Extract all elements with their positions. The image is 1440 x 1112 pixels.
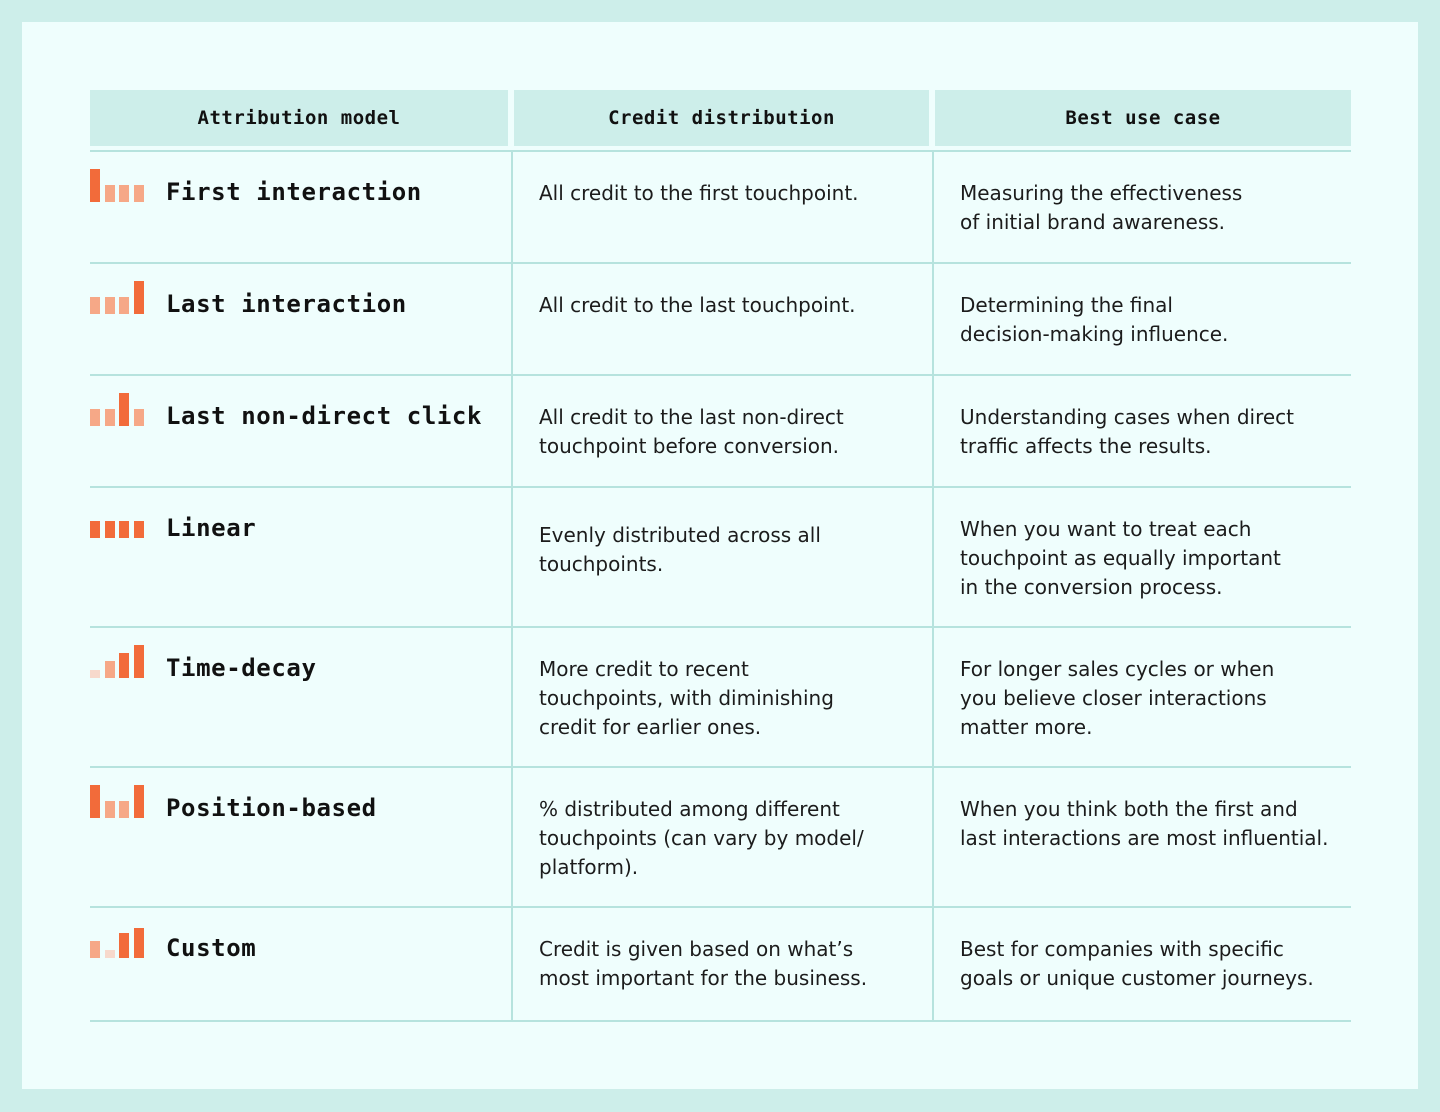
table-row [90,768,1351,908]
table-row [90,376,1351,488]
bar-chart-icon [90,784,146,818]
credit-bar [105,521,115,538]
table-row [90,908,1351,1022]
model-name: Position-based [166,794,377,822]
credit-bar [134,928,144,958]
model-cell [90,908,511,1020]
best-use-case-cell: When you want to treat each touchpoint as equally important in the conversion process. [932,488,1351,626]
credit-bar [90,785,100,818]
credit-bar [105,661,115,678]
model-name: Time-decay [166,654,317,682]
attribution-table-card [22,22,1418,1089]
best-use-case-cell: Measuring the effectiveness of initial brand awareness. [932,152,1351,262]
model-name: First interaction [166,178,422,206]
model-name: Last interaction [166,290,407,318]
credit-bar [105,409,115,426]
best-use-case-cell: Determining the final decision-making influence. [932,264,1351,374]
credit-distribution-cell: All credit to the last touchpoint. [511,264,932,374]
attribution-table [90,90,1351,1022]
credit-bar [119,653,129,678]
credit-bar [90,169,100,202]
credit-bar [119,393,129,426]
model-cell [90,264,511,374]
credit-bar [134,409,144,426]
credit-bar [134,785,144,818]
header-credit-distribution: Credit distribution [514,90,929,146]
header-attribution-model: Attribution model [90,90,508,146]
bar-chart-icon [90,280,146,314]
model-cell [90,152,511,262]
credit-bar [105,801,115,818]
credit-bar [90,670,100,678]
header-best-use-case: Best use case [935,90,1351,146]
credit-distribution-cell: All credit to the last non-direct touchpoint before conversion. [511,376,932,486]
credit-bar [119,521,129,538]
credit-bar [105,297,115,314]
credit-bar [119,933,129,958]
credit-bar [134,281,144,314]
credit-bar [90,409,100,426]
best-use-case-cell: Best for companies with specific goals or unique customer journeys. [932,908,1351,1020]
credit-bar [119,297,129,314]
credit-distribution-cell: More credit to recent touchpoints, with diminishing credit for earlier ones. [511,628,932,766]
bar-chart-icon [90,924,146,958]
table-row [90,628,1351,768]
bar-chart-icon [90,392,146,426]
model-name: Linear [166,514,257,542]
credit-bar [119,185,129,202]
best-use-case-cell: When you think both the first and last interactions are most influential. [932,768,1351,906]
model-name: Last non-direct click [166,402,483,430]
credit-distribution-cell: Evenly distributed across all touchpoints. [511,488,932,626]
credit-bar [134,521,144,538]
credit-distribution-cell: All credit to the first touchpoint. [511,152,932,262]
table-header [90,90,1351,146]
model-cell [90,628,511,766]
credit-bar [134,185,144,202]
credit-distribution-cell: Credit is given based on what’s most important for the business. [511,908,932,1020]
credit-bar [119,801,129,818]
bar-chart-icon [90,168,146,202]
model-name: Custom [166,934,257,962]
table-row [90,264,1351,376]
credit-bar [90,941,100,958]
credit-bar [90,297,100,314]
table-row [90,152,1351,264]
best-use-case-cell: For longer sales cycles or when you believe closer interactions matter more. [932,628,1351,766]
table-row [90,488,1351,628]
bar-chart-icon [90,644,146,678]
credit-bar [90,521,100,538]
best-use-case-cell: Understanding cases when direct traffic affects the results. [932,376,1351,486]
credit-bar [105,185,115,202]
bar-chart-icon [90,504,146,538]
credit-bar [105,950,115,958]
model-cell [90,376,511,486]
credit-distribution-cell: % distributed among different touchpoints (can vary by model/ platform). [511,768,932,906]
model-cell [90,768,511,906]
credit-bar [134,645,144,678]
model-cell [90,488,511,626]
